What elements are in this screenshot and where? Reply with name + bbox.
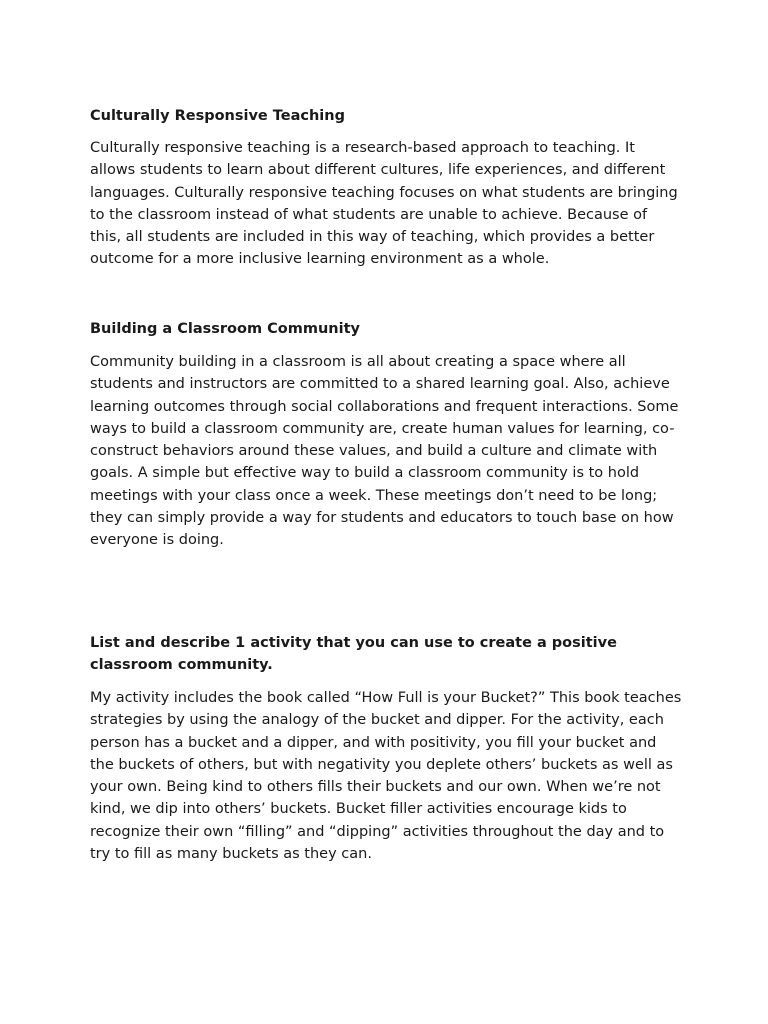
section-heading: List and describe 1 activity that you can use to create a positive classroom community. [90,635,617,673]
section-classroom-activity [90,632,682,865]
section-culturally-responsive-teaching [90,105,682,271]
section-paragraph: Culturally responsive teaching is a research-based approach to teaching. It allows students to learn about different cultures, life experiences, and different languages. Culturally responsive teaching focuses on what students are bringing to the classroom instead of what students are unable to achieve. Because of this, all students are included in this way of teaching, which provides a better outcome for a more inclusive learning environment as a whole. [90,140,678,268]
section-heading: Culturally Responsive Teaching [90,108,345,124]
section-paragraph: Community building in a classroom is all about creating a space where all students and instructors are committed to a shared learning goal. Also, achieve learning outcomes through social collaborations and frequent interactions. Some ways to build a classroom community are, create human values for learning, co-construct behaviors around these values, and build a culture and climate with goals. A simple but effective way to build a classroom community is to hold meetings with your class once a week. These meetings don’t need to be long; they can simply provide a way for students and educators to touch base on how everyone is doing. [90,354,679,549]
section-heading: Building a Classroom Community [90,321,360,337]
section-building-classroom-community [90,318,682,552]
section-paragraph: My activity includes the book called “How Full is your Bucket?” This book teaches strategies by using the analogy of the bucket and dipper. For the activity, each person has a bucket and a dipper, and with positivity, you fill your bucket and the buckets of others, but with negativity you deplete others’ buckets as well as your own. Being kind to others fills their buckets and our own. When we’re not kind, we dip into others’ buckets. Bucket filler activities encourage kids to recognize their own “filling” and “dipping” activities throughout the day and to try to fill as many buckets as they can. [90,690,682,863]
